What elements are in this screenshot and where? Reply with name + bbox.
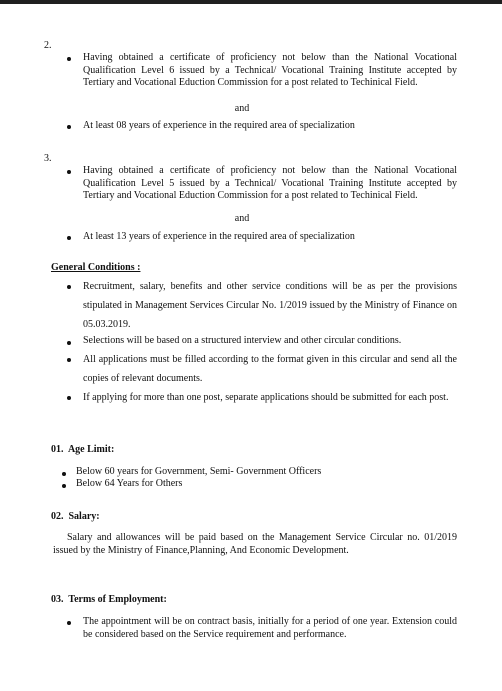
condition-2: Selections will be based on a structured interview and other circular conditions. [83, 335, 402, 346]
salary-heading: 02. Salary: [51, 511, 100, 522]
age-limit-heading: 01. Age Limit: [51, 444, 115, 455]
item-number-2: 2. [44, 40, 52, 51]
age-limit-government: Below 60 years for Government, Semi- Government Officers [76, 466, 322, 477]
terms-heading: 03. Terms of Employment: [51, 594, 167, 605]
item-number-3: 3. [44, 153, 52, 164]
item3-requirement: Having obtained a certificate of proficiency not below than the National Vocational Qualification Level 5 issued by a Technical/ Vocational Training Institute accepted by Tertiary and Vocational Eduction Commission for a post related to Techinical Field. [83, 165, 457, 201]
salary-text: Salary and allowances will be paid based on the Management Service Circular no. 01/2019 issued by the Ministry of Finance,Planning, And Economic Development. [53, 532, 457, 556]
item2-requirement: Having obtained a certificate of proficiency not below than the National Vocational Qualification Level 6 issued by a Technical/ Vocational Training Institute accepted by Tertiary and Vocational Eduction Commission for a post related to Techinical Field. [83, 52, 457, 88]
bullet-icon [67, 358, 71, 362]
condition-4: If applying for more than one post, separate applications should be submitted for each post. [83, 392, 449, 403]
general-conditions-heading: General Conditions : [51, 262, 141, 273]
condition-1: Recruitment, salary, benefits and other service conditions will be as per the provisions stipulated in Management Services Circular No. 1/2019 issued by the Ministry of Finance on 05.03.2019. [83, 281, 457, 330]
condition-3: All applications must be filled according to the format given in this circular and send all the copies of relevant documents. [83, 354, 457, 384]
item2-experience: At least 08 years of experience in the required area of specialization [83, 120, 355, 131]
bullet-icon [67, 396, 71, 400]
item3-experience: At least 13 years of experience in the required area of specialization [83, 231, 355, 242]
bullet-icon [62, 472, 66, 476]
bullet-icon [67, 57, 71, 61]
item3-and: and [234, 213, 250, 224]
bullet-icon [67, 125, 71, 129]
bullet-icon [67, 236, 71, 240]
bullet-icon [67, 170, 71, 174]
item2-and: and [234, 103, 250, 114]
bullet-icon [67, 285, 71, 289]
terms-text: The appointment will be on contract basis, initially for a period of one year. Extension could be considered based on the Service requirement and performance. [83, 616, 457, 640]
bullet-icon [62, 484, 66, 488]
top-bar [0, 0, 502, 4]
age-limit-others: Below 64 Years for Others [76, 478, 183, 489]
bullet-icon [67, 621, 71, 625]
bullet-icon [67, 341, 71, 345]
